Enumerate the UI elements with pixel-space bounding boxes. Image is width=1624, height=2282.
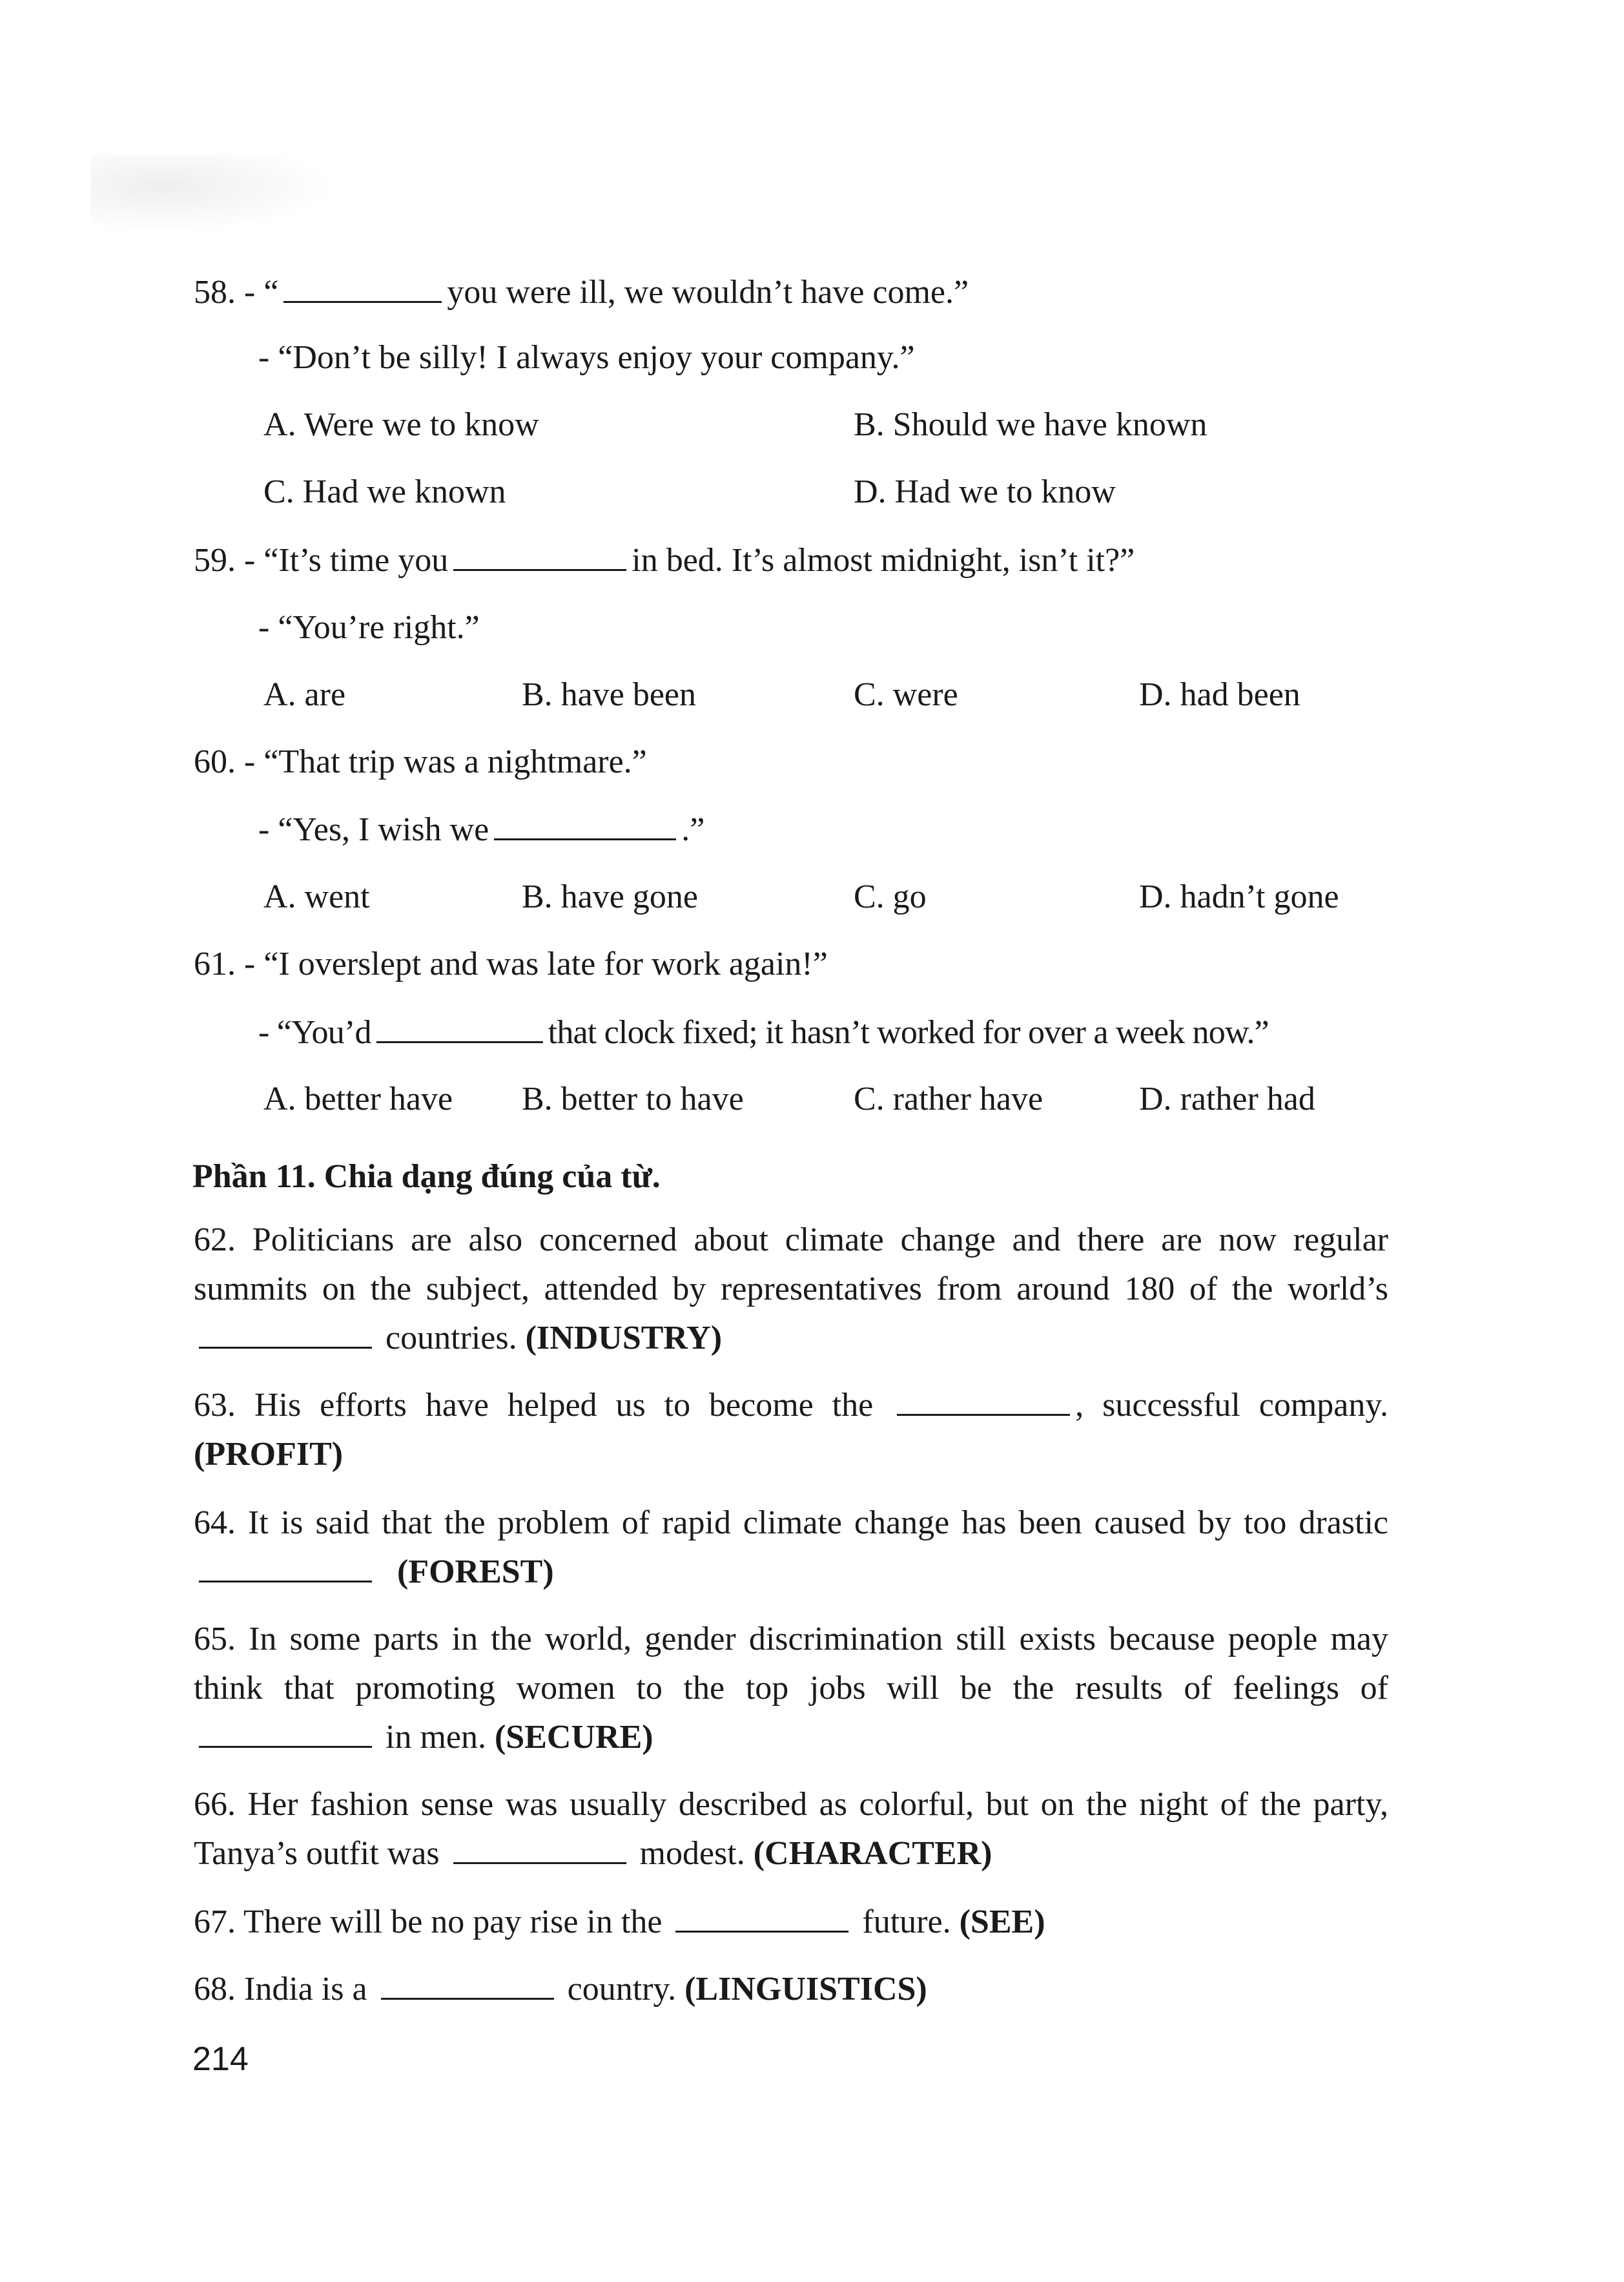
option-a[interactable]: A. went (263, 878, 370, 915)
question-text: 66. Her fashion sense was usually described as colorful, but on the night of the party, Tanya’s outfit was (194, 1786, 1388, 1872)
option-c[interactable]: C. Had we known (263, 473, 506, 510)
question-63 (194, 1381, 1388, 1479)
question-64 (194, 1499, 1388, 1597)
option-d[interactable]: D. had been (1139, 676, 1300, 713)
question-text: 68. India is a (194, 1971, 367, 2007)
option-a[interactable]: A. Were we to know (263, 406, 539, 443)
answer-blank[interactable] (494, 809, 676, 840)
question-text: countries. (385, 1320, 517, 1356)
question-text: that clock fixed; it hasn’t worked for over a week now.” (548, 1014, 1269, 1051)
question-60-line-1: 60. - “That trip was a nightmare.” (194, 743, 647, 780)
option-d[interactable]: D. rather had (1139, 1081, 1315, 1117)
option-a[interactable]: A. better have (263, 1081, 453, 1117)
question-68 (194, 1965, 1388, 2014)
option-c[interactable]: C. were (854, 676, 958, 713)
question-67 (194, 1898, 1388, 1947)
question-text: 67. There will be no pay rise in the (194, 1903, 663, 1940)
option-a[interactable]: A. are (263, 676, 346, 713)
root-word: (LINGUISTICS) (684, 1971, 927, 2007)
question-text: - “You’d (258, 1014, 371, 1051)
question-text: .” (681, 811, 705, 848)
answer-blank[interactable] (675, 1901, 848, 1933)
option-c[interactable]: C. rather have (854, 1081, 1043, 1117)
root-word: (PROFIT) (194, 1436, 344, 1473)
question-text: 59. - “It’s time you (194, 542, 449, 579)
root-word: (INDUSTRY) (525, 1320, 723, 1356)
answer-blank[interactable] (381, 1968, 554, 2000)
question-text: 65. In some parts in the world, gender discrimination still exists because people may think that promoting women to the top jobs will be the results of feelings of (194, 1621, 1388, 1706)
question-text: modest. (639, 1835, 745, 1872)
answer-blank[interactable] (199, 1551, 372, 1582)
question-58-line-1 (194, 271, 969, 313)
option-c[interactable]: C. go (854, 878, 927, 915)
option-d[interactable]: D. Had we to know (854, 473, 1116, 510)
question-59-line-1 (194, 539, 1135, 581)
question-66 (194, 1780, 1388, 1878)
answer-blank[interactable] (283, 271, 442, 303)
answer-blank[interactable] (199, 1716, 372, 1748)
question-58-line-2: - “Don’t be silly! I always enjoy your company.” (258, 339, 915, 376)
answer-blank[interactable] (199, 1317, 372, 1349)
question-61-line-1: 61. - “I overslept and was late for work again!” (194, 946, 828, 982)
root-word: (FOREST) (397, 1553, 554, 1590)
option-b[interactable]: B. better to have (522, 1081, 744, 1117)
question-text: 64. It is said that the problem of rapid climate change has been caused by too drastic (194, 1504, 1388, 1541)
question-text: 63. His efforts have helped us to become the (194, 1387, 874, 1424)
root-word: (SECURE) (494, 1719, 653, 1756)
option-d[interactable]: D. hadn’t gone (1139, 878, 1339, 915)
root-word: (SEE) (959, 1903, 1045, 1940)
question-text: - “Yes, I wish we (258, 811, 489, 848)
option-b[interactable]: B. have been (522, 676, 697, 713)
question-text: in bed. It’s almost midnight, isn’t it?” (632, 542, 1135, 579)
page-number: 214 (192, 2040, 249, 2078)
question-text: 58. - “ (194, 274, 279, 311)
section-title: Phần 11. Chia dạng đúng của từ. (192, 1158, 661, 1195)
answer-blank[interactable] (897, 1384, 1070, 1416)
question-60-line-2 (258, 809, 704, 851)
question-text: future. (862, 1903, 951, 1940)
question-text: 62. Politicians are also concerned about climate change and there are now regular summits on the subject, attended by representatives from around 180 of the world’s (194, 1221, 1388, 1307)
answer-blank[interactable] (453, 539, 626, 571)
question-text: country. (567, 1971, 677, 2007)
question-61-line-2 (258, 1011, 1269, 1053)
question-59-line-2: - “You’re right.” (258, 609, 480, 646)
question-text: in men. (385, 1719, 486, 1756)
option-b[interactable]: B. Should we have known (854, 406, 1208, 443)
answer-blank[interactable] (453, 1832, 626, 1864)
question-text: , successful company. (1075, 1387, 1388, 1424)
question-text: you were ill, we wouldn’t have come.” (447, 274, 969, 311)
answer-blank[interactable] (376, 1011, 543, 1043)
question-62 (194, 1216, 1388, 1363)
root-word: (CHARACTER) (753, 1835, 992, 1872)
scan-smudge (90, 155, 336, 233)
option-b[interactable]: B. have gone (522, 878, 698, 915)
question-65 (194, 1615, 1388, 1762)
